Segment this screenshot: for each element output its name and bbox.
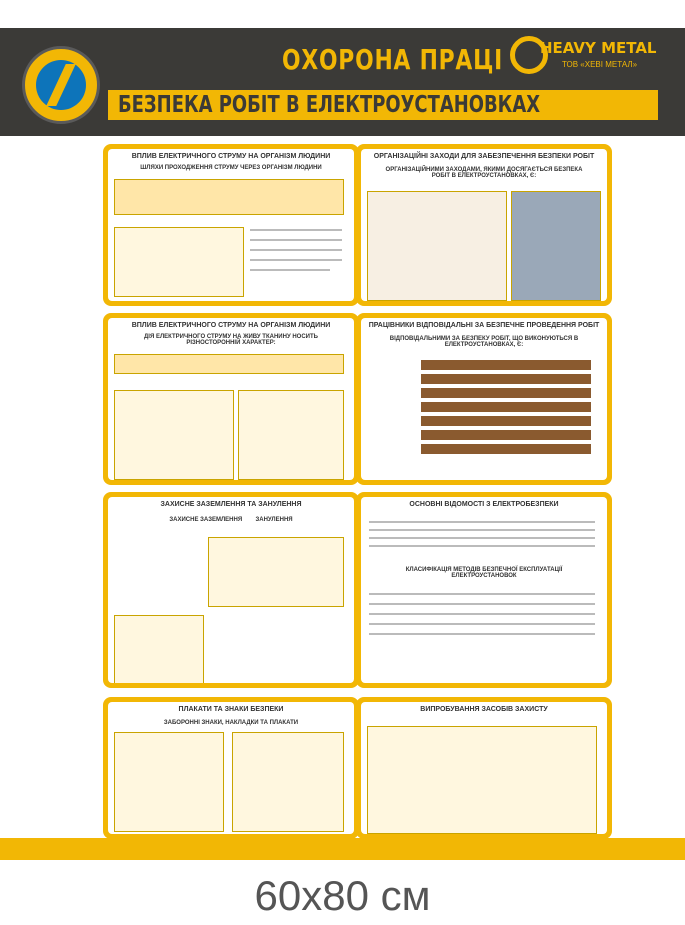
- panel-title: ПРАЦІВНИКИ ВІДПОВІДАЛЬНІ ЗА БЕЗПЕЧНЕ ПРОВЕДЕННЯ РОБІТ: [368, 322, 600, 329]
- poster-subtitle: БЕЗПЕКА РОБІТ В ЕЛЕКТРОУСТАНОВКАХ: [118, 92, 541, 118]
- brand-name: HEAVY METAL: [540, 39, 657, 57]
- brand-logo: [510, 36, 670, 76]
- panel-subtitle: ДІЯ ЕЛЕКТРИЧНОГО СТРУМУ НА ЖИВУ ТКАНИНУ НОСИТЬ РІЗНОСТОРОННІЙ ХАРАКТЕР:: [144, 334, 318, 346]
- panel-organizational-measures: [356, 144, 612, 306]
- panel-subtitle: ВІДПОВІДАЛЬНИМИ ЗА БЕЗПЕКУ РОБІТ, ЩО ВИКОНУЮТЬСЯ В ЕЛЕКТРОУСТАНОВКАХ, Є:: [389, 336, 579, 348]
- panel-title: ОРГАНІЗАЦІЙНІ ЗАХОДИ ДЛЯ ЗАБЕЗПЕЧЕННЯ БЕЗПЕКИ РОБІТ: [373, 153, 595, 160]
- panel-title: ПЛАКАТИ ТА ЗНАКИ БЕЗПЕКИ: [178, 706, 284, 713]
- size-caption: 60x80 см: [254, 872, 431, 919]
- panel-tissue-effect: [103, 313, 359, 485]
- poster-title: ОХОРОНА ПРАЦІ: [282, 43, 504, 76]
- panel-protection-testing: [356, 697, 612, 839]
- lightning-logo-icon: [22, 46, 100, 124]
- panel-safety-signs: [103, 697, 359, 839]
- panel-subtitle: ОРГАНІЗАЦІЙНИМИ ЗАХОДАМИ, ЯКИМИ ДОСЯГАЄТЬСЯ БЕЗПЕКА РОБІТ В ЕЛЕКТРОУСТАНОВКАХ, Є:: [385, 167, 583, 179]
- panel-basic-info: [356, 492, 612, 688]
- panel-responsible-workers: [356, 313, 612, 485]
- panel-current-effect: [103, 144, 359, 306]
- panel-subtitle: ЗАБОРОННІ ЗНАКИ, НАКЛАДКИ ТА ПЛАКАТИ: [163, 720, 299, 726]
- panel-subtitle: КЛАСИФІКАЦІЯ МЕТОДІВ БЕЗПЕЧНОЇ ЕКСПЛУАТАЦІЇ ЕЛЕКТРОУСТАНОВОК: [405, 567, 563, 579]
- panel-subtitle: ЗАХИСНЕ ЗАЗЕМЛЕННЯ ЗАНУЛЕННЯ: [169, 517, 293, 523]
- panel-title: ОСНОВНІ ВІДОМОСТІ З ЕЛЕКТРОБЕЗПЕКИ: [409, 501, 559, 508]
- panel-title: ВПЛИВ ЕЛЕКТРИЧНОГО СТРУМУ НА ОРГАНІЗМ ЛЮДИНИ: [131, 153, 331, 160]
- panel-grounding: [103, 492, 359, 688]
- panel-subtitle: ШЛЯХИ ПРОХОДЖЕННЯ СТРУМУ ЧЕРЕЗ ОРГАНІЗМ ЛЮДИНИ: [140, 165, 322, 171]
- panel-title: ЗАХИСНЕ ЗАЗЕМЛЕННЯ ТА ЗАНУЛЕННЯ: [160, 501, 302, 508]
- bottom-stripe: [0, 838, 685, 860]
- panel-title: ВПЛИВ ЕЛЕКТРИЧНОГО СТРУМУ НА ОРГАНІЗМ ЛЮДИНИ: [131, 322, 331, 329]
- panel-title: ВИПРОБУВАННЯ ЗАСОБІВ ЗАХИСТУ: [420, 706, 548, 713]
- brand-subtitle: ТОВ «ХЕВІ МЕТАЛ»: [562, 60, 638, 69]
